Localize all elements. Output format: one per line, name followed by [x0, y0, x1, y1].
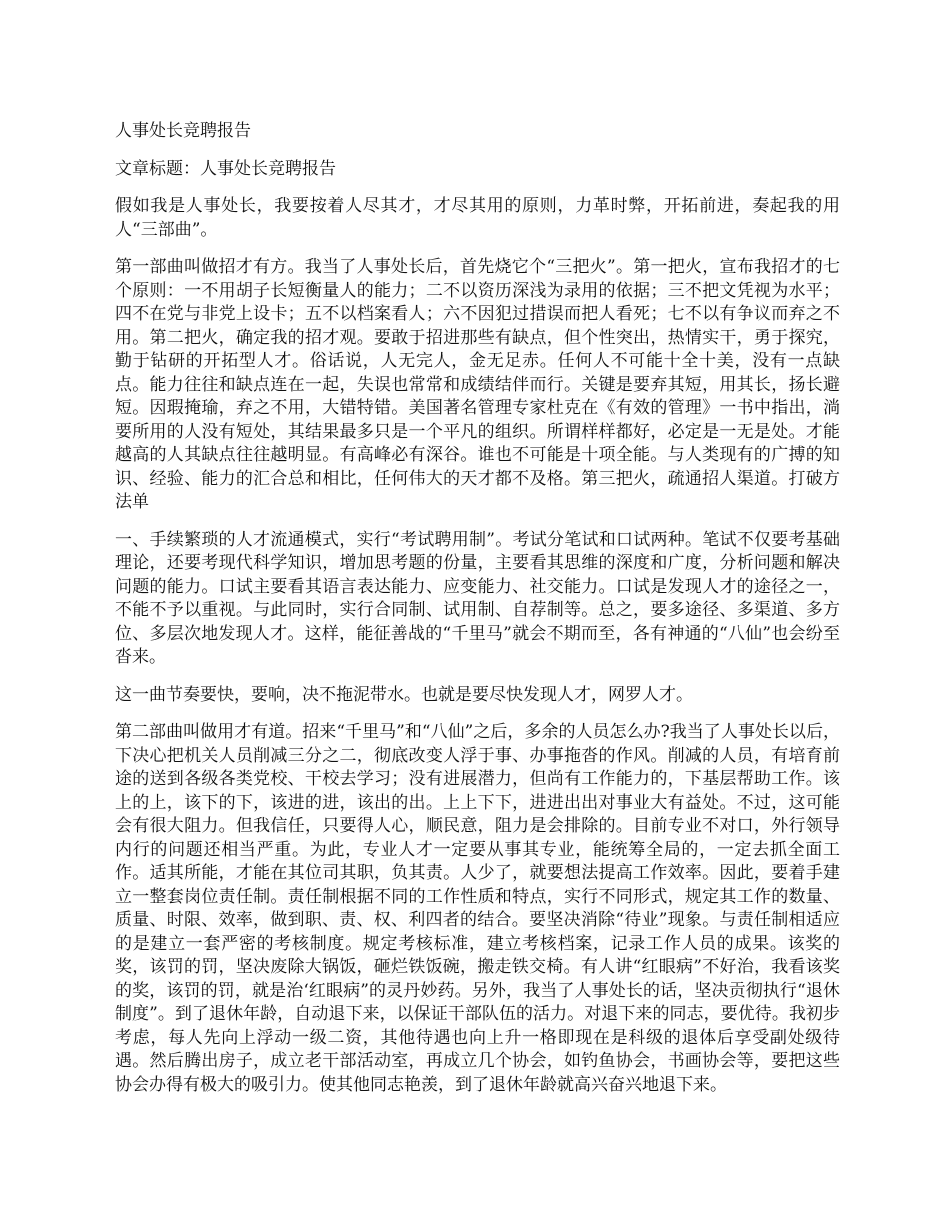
- paragraph-tempo: 这一曲节奏要快，要响，决不拖泥带水。也就是要尽快发现人才，网罗人才。: [115, 684, 693, 705]
- paragraph-exam-hiring: 一、手续繁琐的人才流通模式，实行“考试聘用制”。考试分笔试和口试两种。笔试不仅要考基础理论，还要考现代科学知识，增加思考题的份量，主要看其思维的深度和广度，分析问题和解决问题的能力。口试主要看其语言表达能力、应变能力、社交能力。口试是发现人才的途径之一，不能不予以重视。与此同时，实行合同制、试用制、自荐制等。总之，要多途径、多渠道、多方位、多层次地发现人才。这样，能征善战的“千里马”就会不期而至，各有神通的“八仙”也会纷至沓来。: [115, 529, 840, 667]
- paragraph-intro: 假如我是人事处长，我要按着人尽其才，才尽其用的原则，力革时弊，开拓前进，奏起我的用人“三部曲”。: [115, 196, 840, 240]
- article-title: 文章标题：人事处长竞聘报告: [115, 158, 336, 179]
- document-page: [115, 120, 840, 1111]
- paragraph-second-movement: 第二部曲叫做用才有道。招来“千里马”和“八仙”之后，多余的人员怎么办?我当了人事处长以后，下决心把机关人员削减三分之二，彻底改变人浮于事、办事拖沓的作风。削减的人员，有培育前途的送到各级各类党校、干校去学习；没有进展潜力，但尚有工作能力的，下基层帮助工作。该上的上，该下的下，该进的进，该出的出。上上下下，进进出出对事业大有益处。不过，这可能会有很大阻力。但我信任，只要得人心，顺民意，阻力是会排除的。目前专业不对口，外行领导内行的问题还相当严重。为此，专业人才一定要从事其专业，能统筹全局的，一定去抓全面工作。适其所能，才能在其位司其职，负其责。人少了，就要想法提高工作效率。因此，要着手建立一整套岗位责任制。责任制根据不同的工作性质和特点，实行不同形式，规定其工作的数量、质量、时限、效率，做到职、责、权、利四者的结合。要坚决消除“待业”现象。与责任制相适应的是建立一套严密的考核制度。规定考核标准，建立考核档案，记录工作人员的成果。该奖的奖，该罚的罚，坚决废除大锅饭，砸烂铁饭碗，搬走铁交椅。有人讲“红眼病”不好治，我看该奖的奖，该罚的罚，就是治‘红眼病”的灵丹妙药。另外，我当了人事处长的话，坚决贡彻执行“退休制度”。到了退休年龄，自动退下来，以保证干部队伍的活力。对退下来的同志，要优待。我初步考虑，每人先向上浮动一级二资，其他待遇也向上升一格即现在是科级的退体后享受副处级待遇。然后腾出房子，成立老干部活动室，再成立几个协会，如钓鱼协会，书画协会等，要把这些协会办得有极大的吸引力。使其他同志艳羡，到了退休年龄就高兴奋兴地退下来。: [115, 722, 840, 1095]
- paragraph-first-movement: 第一部曲叫做招才有方。我当了人事处长后，首先烧它个“三把火”。第一把火，宣布我招才的七个原则：一不用胡子长短衡量人的能力；二不以资历深浅为录用的依据；三不把文凭视为水平；四不在党与非党上设卡；五不以档案看人；六不因犯过措误而把人看死；七不以有争议而弃之不用。第二把火，确定我的招才观。要敢于招进那些有缺点，但个性突出，热情实干，勇于探究，勤于钻研的开拓型人才。俗话说，人无完人，金无足赤。任何人不可能十全十美，没有一点缺点。能力往往和缺点连在一起，失误也常常和成绩结伴而行。关键是要弃其短，用其长，扬长避短。因瑕掩瑜，弃之不用，大错特错。美国著名管理专家杜克在《有效的管理》一书中指出，淌要所用的人没有短处，其结果最多只是一个平凡的组织。所谓样样都好，必定是一无是处。才能越高的人其缺点往往越明显。有高峰必有深谷。谁也不可能是十项全能。与人类现有的广搏的知识、经验、能力的汇合总和相比，任何伟大的天才都不及格。第三把火，疏通招人渠道。打破方法单: [115, 257, 840, 512]
- document-title: 人事处长竞聘报告: [115, 121, 251, 141]
